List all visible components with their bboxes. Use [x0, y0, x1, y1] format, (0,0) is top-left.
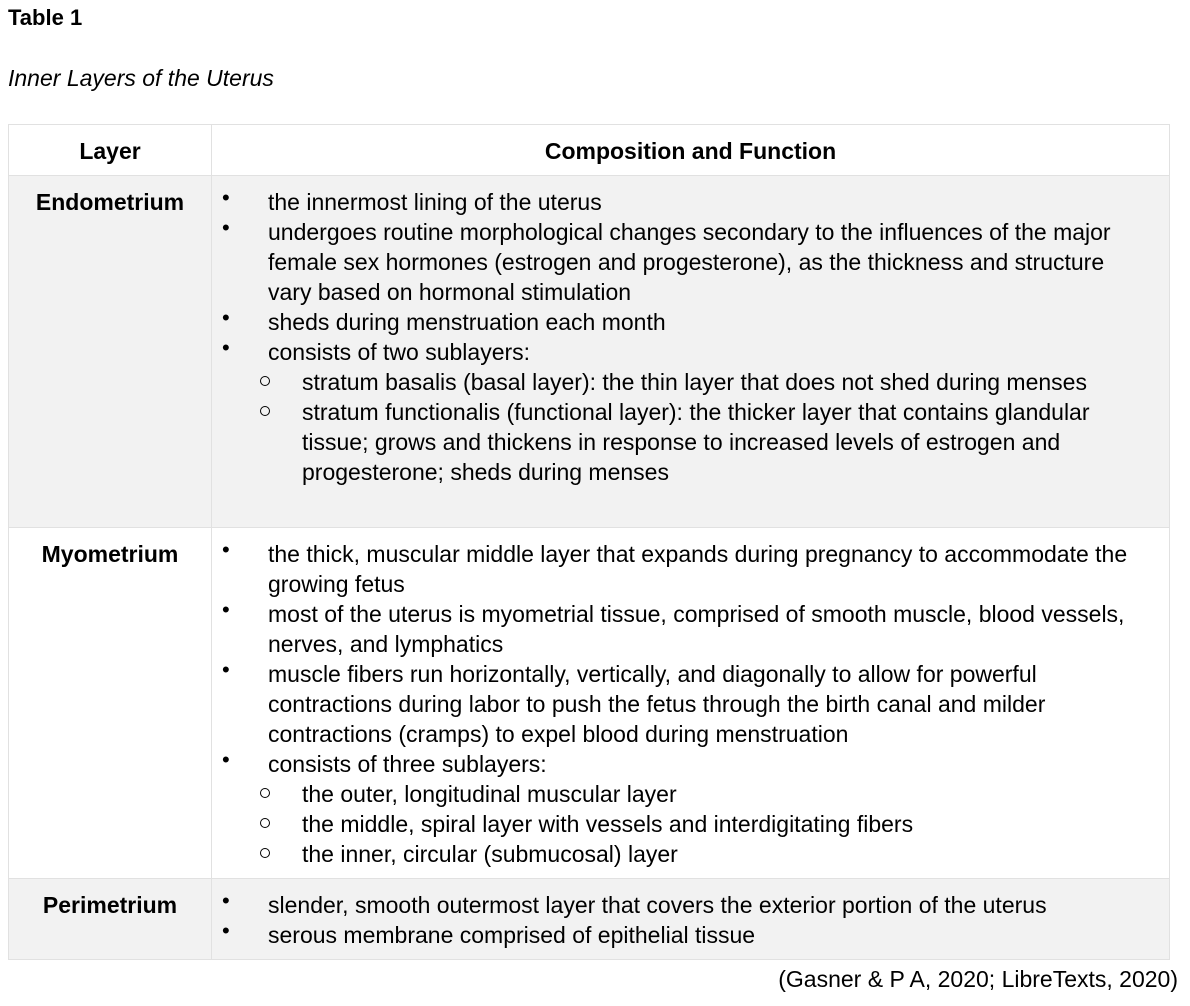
list-item [212, 749, 1143, 869]
list-item: • most of the uterus is myometrial tissue, comprised of smooth muscle, blood vessels, nerves, and lymphatics [212, 599, 1143, 659]
source-citation: (Gasner & P A, 2020; LibreTexts, 2020) [778, 966, 1178, 992]
list-item: • the thick, muscular middle layer that expands during pregnancy to accommodate the growing fetus [212, 539, 1143, 599]
list-item: • serous membrane comprised of epithelial tissue [212, 920, 1143, 950]
list-item-text: consists of two sublayers: [268, 339, 531, 365]
bullet-list [212, 539, 1143, 869]
table-header-row [9, 125, 1170, 176]
composition-perimetrium [212, 879, 1170, 960]
layer-name-myometrium: Myometrium [9, 528, 212, 879]
bullet-list [212, 890, 1143, 950]
table-row-myometrium [9, 528, 1170, 879]
list-item: • slender, smooth outermost layer that covers the exterior portion of the uterus [212, 890, 1143, 920]
layer-name-perimetrium: Perimetrium [9, 879, 212, 960]
list-item: • undergoes routine morphological changes secondary to the influences of the major female sex hormones (estrogen and progesterone), as the thickness and structure vary based on hormonal stimulation [212, 217, 1143, 307]
composition-myometrium [212, 528, 1170, 879]
sub-list-item: stratum basalis (basal layer): the thin layer that does not shed during menses [212, 367, 1143, 397]
list-item [212, 337, 1143, 487]
sub-list-item: the inner, circular (submucosal) layer [212, 839, 1143, 869]
list-item-text: consists of three sublayers: [268, 751, 547, 777]
sub-list-item: the middle, spiral layer with vessels and interdigitating fibers [212, 809, 1143, 839]
list-item: • sheds during menstruation each month [212, 307, 1143, 337]
list-item: • muscle fibers run horizontally, vertically, and diagonally to allow for powerful contractions during labor to push the fetus through the birth canal and milder contractions (cramps) to expel blood during menstruation [212, 659, 1143, 749]
layer-name-endometrium: Endometrium [9, 176, 212, 528]
uterus-layers-table [8, 124, 1170, 960]
list-item: • the innermost lining of the uterus [212, 187, 1143, 217]
table-title: Inner Layers of the Uterus [8, 65, 274, 91]
header-layer: Layer [9, 125, 212, 176]
sublayer-list [212, 779, 1143, 869]
bullet-list [212, 187, 1143, 487]
sub-list-item: the outer, longitudinal muscular layer [212, 779, 1143, 809]
composition-endometrium [212, 176, 1170, 528]
table-label: Table 1 [8, 5, 83, 30]
table-row-perimetrium [9, 879, 1170, 960]
header-composition: Composition and Function [212, 125, 1170, 176]
sub-list-item: stratum functionalis (functional layer): the thicker layer that contains glandular tissue; grows and thickens in response to increased levels of estrogen and progesterone; sheds during menses [212, 397, 1143, 487]
table-row-endometrium [9, 176, 1170, 528]
sublayer-list [212, 367, 1143, 487]
